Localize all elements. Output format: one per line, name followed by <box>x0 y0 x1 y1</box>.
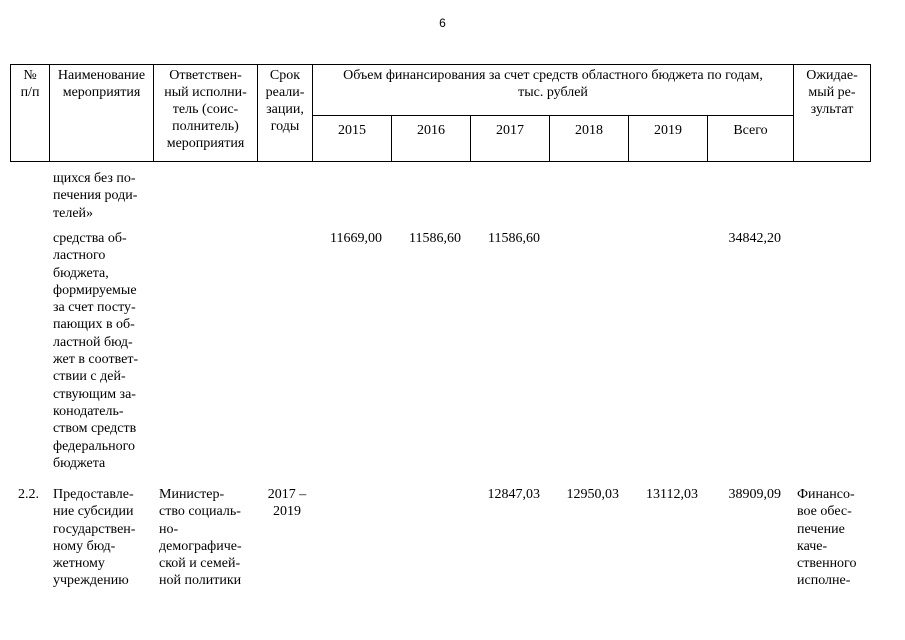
row-22-number: 2.2. <box>18 487 39 502</box>
row-regional-funds-total: 34842,20 <box>728 231 781 246</box>
header-year-2018: 2018 <box>550 115 629 161</box>
row-regional-funds-2016: 11586,60 <box>409 231 461 246</box>
header-col-funding: Объем финансирования за счет средств областного бюджета по годам, тыс. рублей <box>313 65 794 116</box>
header-col-term: Срок реали- зации, годы <box>258 65 313 162</box>
header-year-2017: 2017 <box>471 115 550 161</box>
page-number: 6 <box>439 16 446 30</box>
row-22-total: 38909,09 <box>728 487 781 502</box>
header-col-result: Ожидае- мый ре- зультат <box>794 65 871 162</box>
row-continuation-name: щихся без по- печения роди- телей» <box>53 171 138 221</box>
row-22-name: Предоставле- ние субсидии государствен- ному бюд- жетному учреждению <box>53 487 136 589</box>
header-table <box>10 64 871 162</box>
header-year-2016: 2016 <box>392 115 471 161</box>
row-regional-funds-2017: 11586,60 <box>488 231 540 246</box>
row-regional-funds-2015: 11669,00 <box>330 231 382 246</box>
row-22-2018: 12950,03 <box>566 487 619 502</box>
header-year-2015: 2015 <box>313 115 392 161</box>
row-regional-funds-name: средства об- ластного бюджета, формируемые за счет посту- пающих в об- ластной бюд- жет в соответ- ствии с дей- ствующим за- конодатель- ством средств федерального бюджета <box>53 231 139 471</box>
header-col-responsible: Ответствен- ный исполни- тель (соис- полнитель) мероприятия <box>154 65 258 162</box>
header-col-name: Наименование мероприятия <box>50 65 154 162</box>
header-year-2019: 2019 <box>629 115 708 161</box>
row-22-term: 2017 – 2019 <box>267 487 307 520</box>
header-total: Всего <box>708 115 794 161</box>
row-22-result: Финансо- вое обес- печение каче- ственного исполне- <box>797 487 857 589</box>
row-22-responsible: Министер- ство социаль- но- демографиче- ской и семей- ной политики <box>159 487 242 589</box>
row-22-2017: 12847,03 <box>487 487 540 502</box>
header-col-number: № п/п <box>11 65 50 162</box>
row-22-2019: 13112,03 <box>646 487 698 502</box>
